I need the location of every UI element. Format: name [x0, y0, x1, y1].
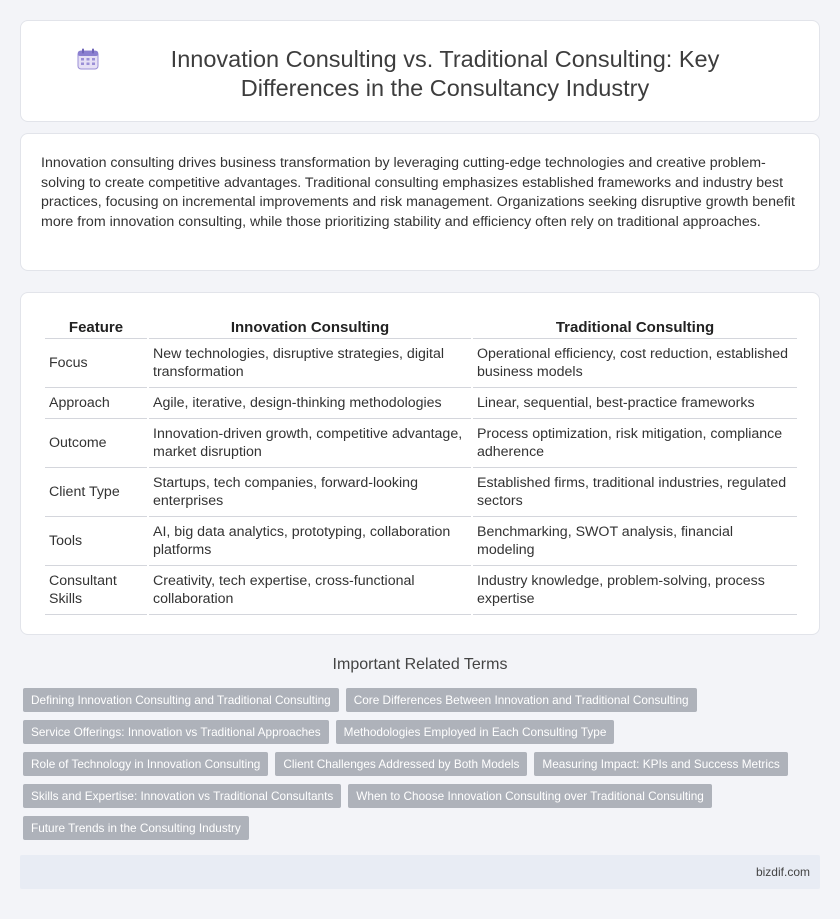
related-term-tag[interactable]: Skills and Expertise: Innovation vs Traditional Consultants [23, 784, 341, 808]
related-term-tag[interactable]: Core Differences Between Innovation and Traditional Consulting [346, 688, 697, 712]
cell-innovation: Innovation-driven growth, competitive advantage, market disruption [149, 419, 471, 468]
cell-innovation: Agile, iterative, design-thinking methodologies [149, 388, 471, 419]
table-row [45, 566, 797, 615]
cell-innovation: Creativity, tech expertise, cross-functional collaboration [149, 566, 471, 615]
header-traditional: Traditional Consulting [473, 315, 797, 339]
related-term-tag[interactable]: Service Offerings: Innovation vs Traditional Approaches [23, 720, 329, 744]
related-term-tag[interactable]: Future Trends in the Consulting Industry [23, 816, 249, 840]
related-term-tag[interactable]: Client Challenges Addressed by Both Models [275, 752, 527, 776]
calendar-icon [77, 48, 99, 70]
cell-feature: Focus [45, 339, 147, 388]
cell-traditional: Linear, sequential, best-practice frameworks [473, 388, 797, 419]
table-row [45, 517, 797, 566]
cell-innovation: AI, big data analytics, prototyping, collaboration platforms [149, 517, 471, 566]
comparison-table-card [20, 292, 820, 635]
header-feature: Feature [45, 315, 147, 339]
cell-traditional: Industry knowledge, problem-solving, process expertise [473, 566, 797, 615]
title-wrap [51, 45, 789, 103]
cell-traditional: Benchmarking, SWOT analysis, financial modeling [473, 517, 797, 566]
cell-feature: Client Type [45, 468, 147, 517]
related-term-tag[interactable]: Role of Technology in Innovation Consulting [23, 752, 268, 776]
cell-traditional: Operational efficiency, cost reduction, established business models [473, 339, 797, 388]
cell-feature: Outcome [45, 419, 147, 468]
comparison-table [43, 315, 799, 615]
related-term-tag[interactable]: When to Choose Innovation Consulting over Traditional Consulting [348, 784, 712, 808]
related-terms-title: Important Related Terms [332, 656, 508, 673]
cell-innovation: New technologies, disruptive strategies, digital transformation [149, 339, 471, 388]
cell-feature: Approach [45, 388, 147, 419]
cell-traditional: Established firms, traditional industries, regulated sectors [473, 468, 797, 517]
intro-paragraph: Innovation consulting drives business transformation by leveraging cutting-edge technologies and creative problem-solving to create competitive advantages. Traditional consulting emphasizes established frameworks and industry best practices, focusing on incremental improvements and risk management. Organizations seeking disruptive growth benefit more from innovation consulting, while those prioritizing stability and efficiency often rely on traditional approaches. [41, 155, 795, 230]
table-row [45, 419, 797, 468]
cell-feature: Tools [45, 517, 147, 566]
intro-card [20, 133, 820, 271]
cell-traditional: Process optimization, risk mitigation, compliance adherence [473, 419, 797, 468]
footer [20, 855, 820, 889]
footer-site-name[interactable]: bizdif.com [755, 865, 810, 879]
related-term-tag[interactable]: Defining Innovation Consulting and Traditional Consulting [23, 688, 339, 712]
cell-feature: Consultant Skills [45, 566, 147, 615]
title-card [20, 20, 820, 122]
table-row [45, 388, 797, 419]
table-row [45, 339, 797, 388]
page-title: Innovation Consulting vs. Traditional Consulting: Key Differences in the Consultancy Industry [170, 46, 720, 101]
cell-innovation: Startups, tech companies, forward-looking enterprises [149, 468, 471, 517]
related-term-tag[interactable]: Methodologies Employed in Each Consulting Type [336, 720, 615, 744]
related-terms-list [23, 688, 803, 840]
table-row [45, 468, 797, 517]
header-innovation: Innovation Consulting [149, 315, 471, 339]
related-term-tag[interactable]: Measuring Impact: KPIs and Success Metrics [534, 752, 787, 776]
table-header-row [45, 315, 797, 339]
